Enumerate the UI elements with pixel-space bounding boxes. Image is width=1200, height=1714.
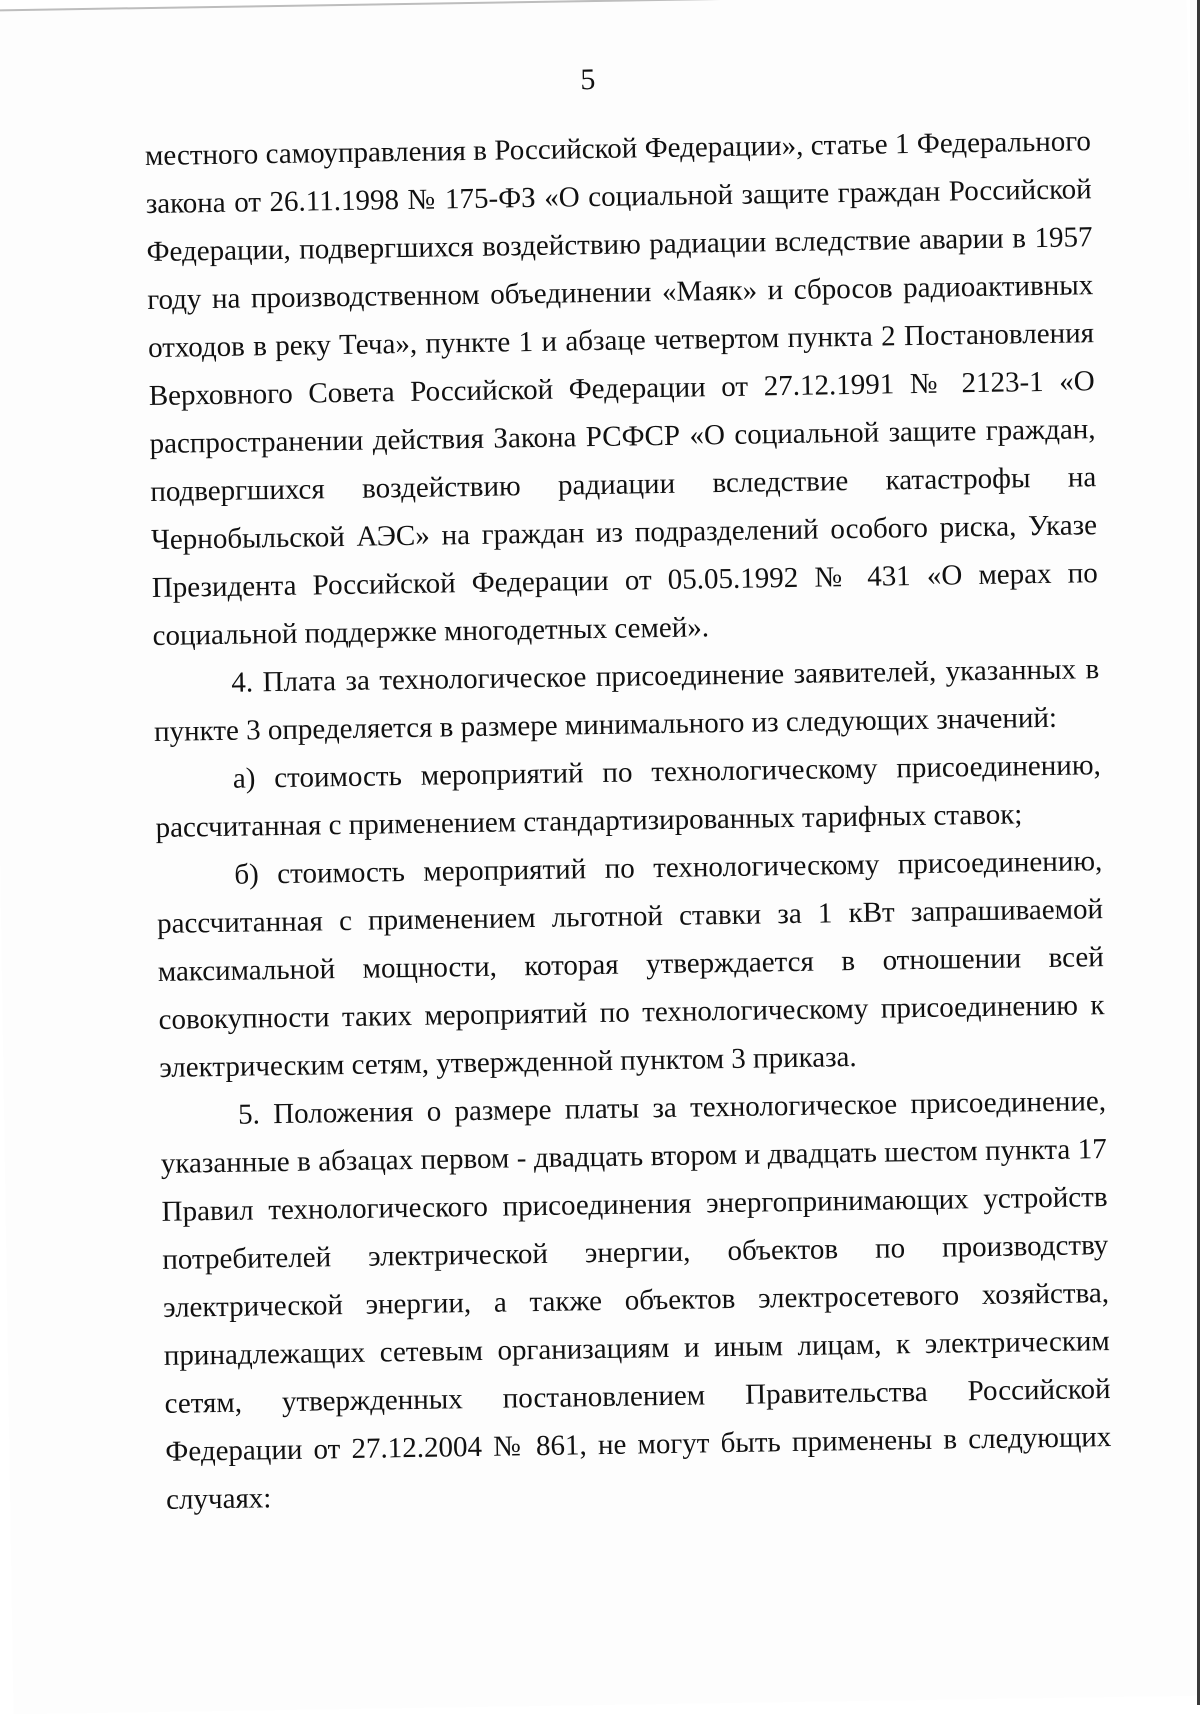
scan-edge-top <box>0 0 1187 12</box>
paragraph-continuation: местного самоуправления в Российской Федерации», статье 1 Федерального закона от 26.11.1998 № 175-ФЗ «О социальной защите граждан Российской Федерации, подвергшихся воздействию радиации вследствие аварии в 1957 году на производственном объединении «Маяк» и сбросов радиоактивных отходов в реку Теча», пункте 1 и абзаце четвертом пункта 2 Постановления Верховного Совета Российской Федерации от 27.12.1991 № 2123-1 «О распространении действия Закона РСФСР «О социальной защите граждан, подвергшихся воздействию радиации вследствие катастрофы на Чернобыльской АЭС» на граждан из подразделений особого риска, Указе Президента Российской Федерации от 05.05.1992 № 431 «О мерах по социальной поддержке многодетных семей». <box>144 125 1098 652</box>
paragraph-item-5: 5. Положения о размере платы за технологическое присоединение, указанные в абзацах первом - двадцать втором и двадцать шестом пункта 17 Правил технологического присоединения энергопринимающих устройств потребителей электрической энергии, объектов по производству электрической энергии, а также объектов электросетевого хозяйства, принадлежащих сетевым организациям и иным лицам, к электрическим сетям, утвержденных постановлением Правительства Российской Федерации от 27.12.2004 № 861, не могут быть применены в следующих случаях: <box>160 1085 1112 1516</box>
paragraph-subitem-a: а) стоимость мероприятий по технологическому присоединению, рассчитанная с применением стандартизированных тарифных ставок; <box>155 749 1101 844</box>
document-body <box>145 117 1113 1524</box>
page-number: 5 <box>580 62 596 97</box>
paragraph-item-4: 4. Плата за технологическое присоединение заявителей, указанных в пункте 3 определяется в размере минимального из следующих значений: <box>153 653 1100 748</box>
paragraph-subitem-b: б) стоимость мероприятий по технологическому присоединению, рассчитанная с применением льготной ставки за 1 кВт запрашиваемой максимальной мощности, которая утверждается в отношении всей совокупности таких мероприятий по технологическому присоединению к электрическим сетям, утвержденной пунктом 3 приказа. <box>156 845 1105 1084</box>
